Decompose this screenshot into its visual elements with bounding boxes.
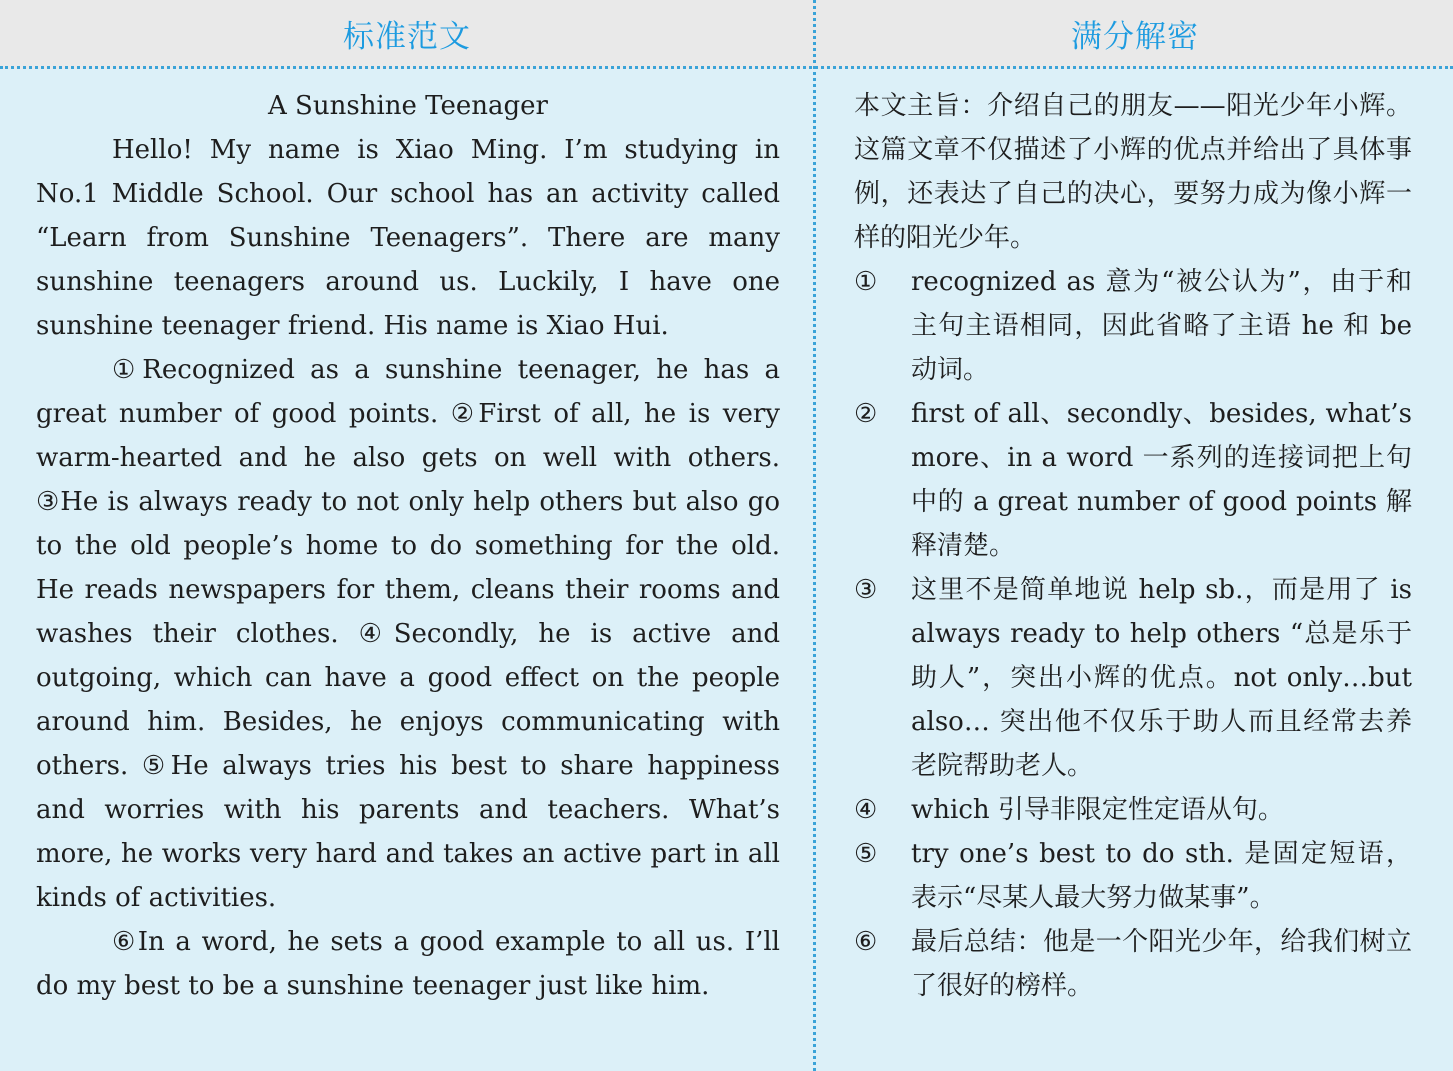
score-analysis	[854, 84, 1412, 1008]
essay-paragraph: ⑥In a word, he sets a good example to all us. I’ll do my best to be a sunshine teenager just like him.	[36, 927, 780, 1001]
essay-column-title: 标准范文	[343, 18, 471, 55]
note-text: which 引导非限定性定语从句。	[911, 795, 1284, 825]
analysis-note	[854, 260, 1412, 392]
essay-paragraph: Hello! My name is Xiao Ming. I’m studying in No.1 Middle School. Our school has an activity called “Learn from Sunshine Teenagers”. There are many sunshine teenagers around us. Luckily, I have one sunshine teenager friend. His name is Xiao Hui.	[36, 135, 780, 341]
analysis-note	[854, 568, 1412, 788]
note-text: 这里不是简单地说 help sb.，而是用了 is always ready to help others “总是乐于助人”，突出小辉的优点。not only…but also… 突出他不仅乐于助人而且经常去养老院帮助老人。	[911, 575, 1412, 781]
essay-paragraph: ①Recognized as a sunshine teenager, he has a great number of good points. ②First of all, he is very warm-hearted and he also gets on well with others. ③He is always ready to not only help others but also go to the old people’s home to do something for the old. He reads newspapers for them, cleans their rooms and washes their clothes. ④Secondly, he is active and outgoing, which can have a good effect on the people around him. Besides, he enjoys communicating with others. ⑤He always tries his best to share happiness and worries with his parents and teachers. What’s more, he works very hard and takes an active part in all kinds of activities.	[36, 355, 780, 913]
note-text: 最后总结：他是一个阳光少年，给我们树立了很好的榜样。	[911, 927, 1412, 1001]
analysis-note	[854, 920, 1412, 1008]
model-essay	[36, 84, 780, 1008]
note-number: ⑤	[854, 839, 878, 869]
note-text: first of all、secondly、besides, what’s more、in a word 一系列的连接词把上句中的 a great number of good points 解释清楚。	[911, 399, 1412, 561]
note-number: ①	[854, 267, 878, 297]
analysis-note	[854, 788, 1412, 832]
note-number: ②	[854, 399, 878, 429]
note-number: ③	[854, 575, 878, 605]
analysis-note	[854, 392, 1412, 568]
analysis-column-title: 满分解密	[1071, 18, 1199, 55]
note-number: ④	[854, 795, 878, 825]
column-divider	[813, 0, 816, 1071]
column-header-bar	[0, 0, 1453, 69]
note-text: try one’s best to do sth. 是固定短语，表示“尽某人最大努力做某事”。	[911, 839, 1412, 913]
essay-title: A Sunshine Teenager	[268, 91, 548, 121]
analysis-note	[854, 832, 1412, 920]
note-number: ⑥	[854, 927, 878, 957]
analysis-summary: 本文主旨：介绍自己的朋友——阳光少年小辉。这篇文章不仅描述了小辉的优点并给出了具体事例，还表达了自己的决心，要努力成为像小辉一样的阳光少年。	[854, 91, 1412, 253]
note-text: recognized as 意为“被公认为”，由于和主句主语相同，因此省略了主语 he 和 be 动词。	[911, 267, 1412, 385]
